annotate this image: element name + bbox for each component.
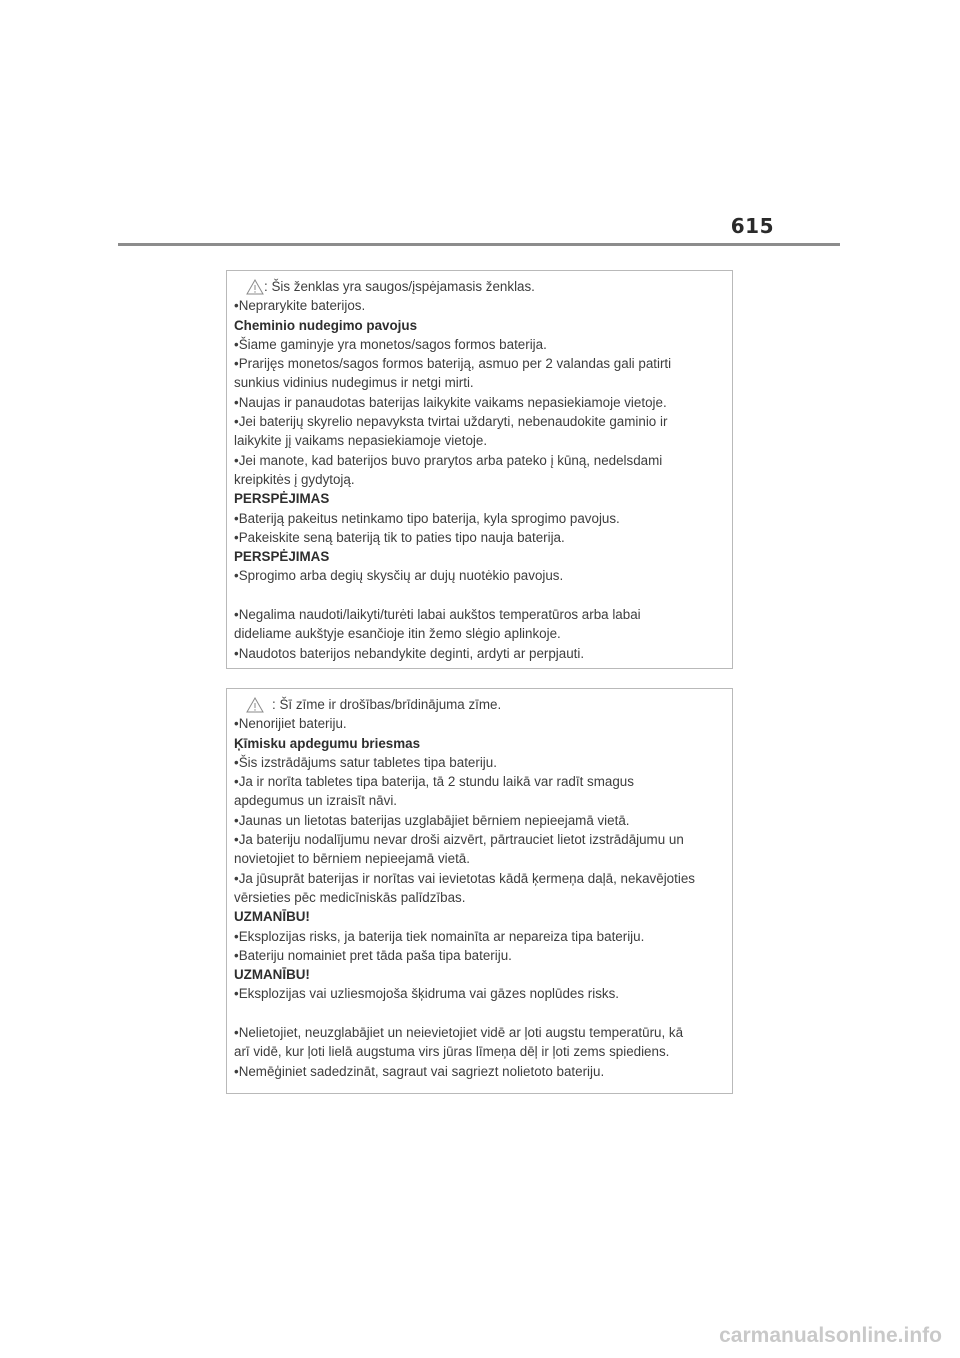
text-line: •Negalima naudoti/laikyti/turėti labai aukštos temperatūros arba labai: [234, 607, 641, 623]
spacer-line: [234, 1004, 732, 1023]
text-line: •Ja ir norīta tabletes tipa baterija, tā 2 stundu laikā var radīt smagus: [234, 774, 634, 790]
text-line: •Pakeiskite seną bateriją tik to paties tipo nauja baterija.: [234, 529, 565, 545]
text-line: •Nelietojiet, neuzglabājiet un neievietojiet vidē ar ļoti augstu temperatūru, kā: [234, 1025, 684, 1041]
text-line: arī vidē, kur ļoti lielā augstuma virs jūras līmeņa dēļ ir ļoti zems spiediens.: [234, 1044, 670, 1060]
text-line: sunkius vidinius nudegimus ir netgi mirti.: [234, 375, 474, 391]
text-line: novietojiet to bērniem nepieejamā vietā.: [234, 851, 470, 867]
warning-symbol-line: [234, 277, 732, 296]
text-line: •Nenorijiet bateriju.: [234, 716, 347, 732]
text-line: •Jei baterijų skyrelio nepavyksta tvirtai uždaryti, nebenaudokite gaminio ir: [234, 414, 668, 430]
text-line: •Prarijęs monetos/sagos formos bateriją, asmuo per 2 valandas gali patirti: [234, 356, 672, 372]
warning-symbol-caption: : Šī zīme ir drošības/brīdinājuma zīme.: [272, 697, 502, 712]
battery-warning-box-lithuanian: [226, 270, 733, 669]
text-line: •Šiame gaminyje yra monetos/sagos formos baterija.: [234, 336, 547, 352]
text-line: •Nemēģiniet sadedzināt, sagraut vai sagriezt nolietoto bateriju.: [234, 1063, 605, 1079]
text-line: kreipkitės į gydytoją.: [234, 471, 355, 487]
text-line: laikykite jį vaikams nepasiekiamoje vietoje.: [234, 433, 488, 449]
warning-triangle-icon: [246, 697, 264, 713]
text-line: vērsieties pēc medicīniskās palīdzības.: [234, 889, 466, 905]
text-line: •Sprogimo arba degių skysčių ar dujų nuotėkio pavojus.: [234, 568, 564, 584]
spacer-line: [234, 586, 732, 605]
text-line: •Bateriju nomainiet pret tāda paša tipa bateriju.: [234, 947, 512, 963]
section-heading: PERSPĖJIMAS: [234, 549, 330, 565]
text-line: •Naujas ir panaudotas baterijas laikykite vaikams nepasiekiamoje vietoje.: [234, 394, 667, 410]
text-line: •Jaunas un lietotas baterijas uzglabājiet bērniem nepieejamā vietā.: [234, 812, 630, 828]
section-heading: Ķīmisku apdegumu briesmas: [234, 735, 421, 751]
text-line: •Šis izstrādājums satur tabletes tipa bateriju.: [234, 754, 497, 770]
text-line: •Bateriją pakeitus netinkamo tipo baterija, kyla sprogimo pavojus.: [234, 510, 620, 526]
text-line: dideliame aukštyje esančioje itin žemo slėgio aplinkoje.: [234, 626, 561, 642]
section-heading: Cheminio nudegimo pavojus: [234, 317, 418, 333]
battery-warning-text-lv: [234, 714, 732, 1081]
text-line: •Ja jūsuprāt baterijas ir norītas vai ievietotas kādā ķermeņa daļā, nekavējoties: [234, 870, 695, 886]
text-line: •Neprarykite baterijos.: [234, 298, 366, 314]
section-heading: UZMANĪBU!: [234, 967, 310, 983]
text-line: apdegumus un izraisīt nāvi.: [234, 793, 398, 809]
site-watermark: carmanualsonline.info: [719, 1324, 942, 1347]
text-line: •Eksplozijas risks, ja baterija tiek nomainīta ar nepareiza tipa bateriju.: [234, 928, 645, 944]
section-heading: UZMANĪBU!: [234, 909, 310, 925]
page-number: 615: [730, 214, 774, 238]
text-line: •Naudotos baterijos nebandykite deginti, ardyti ar perpjauti.: [234, 645, 585, 661]
battery-warning-box-latvian: [226, 688, 733, 1094]
text-line: •Jei manote, kad baterijos buvo prarytos arba pateko į kūną, nedelsdami: [234, 452, 663, 468]
battery-warning-text-lt: [234, 296, 732, 663]
text-line: •Eksplozijas vai uzliesmojoša šķidruma vai gāzes noplūdes risks.: [234, 986, 619, 1002]
text-line: •Ja bateriju nodalījumu nevar droši aizvērt, pārtrauciet lietot izstrādājumu un: [234, 832, 684, 848]
warning-symbol-caption: : Šis ženklas yra saugos/įspėjamasis ženklas.: [264, 279, 535, 294]
warning-triangle-icon: [246, 279, 264, 295]
warning-symbol-line: [234, 695, 732, 714]
header-rule: [118, 243, 840, 246]
section-heading: PERSPĖJIMAS: [234, 491, 330, 507]
